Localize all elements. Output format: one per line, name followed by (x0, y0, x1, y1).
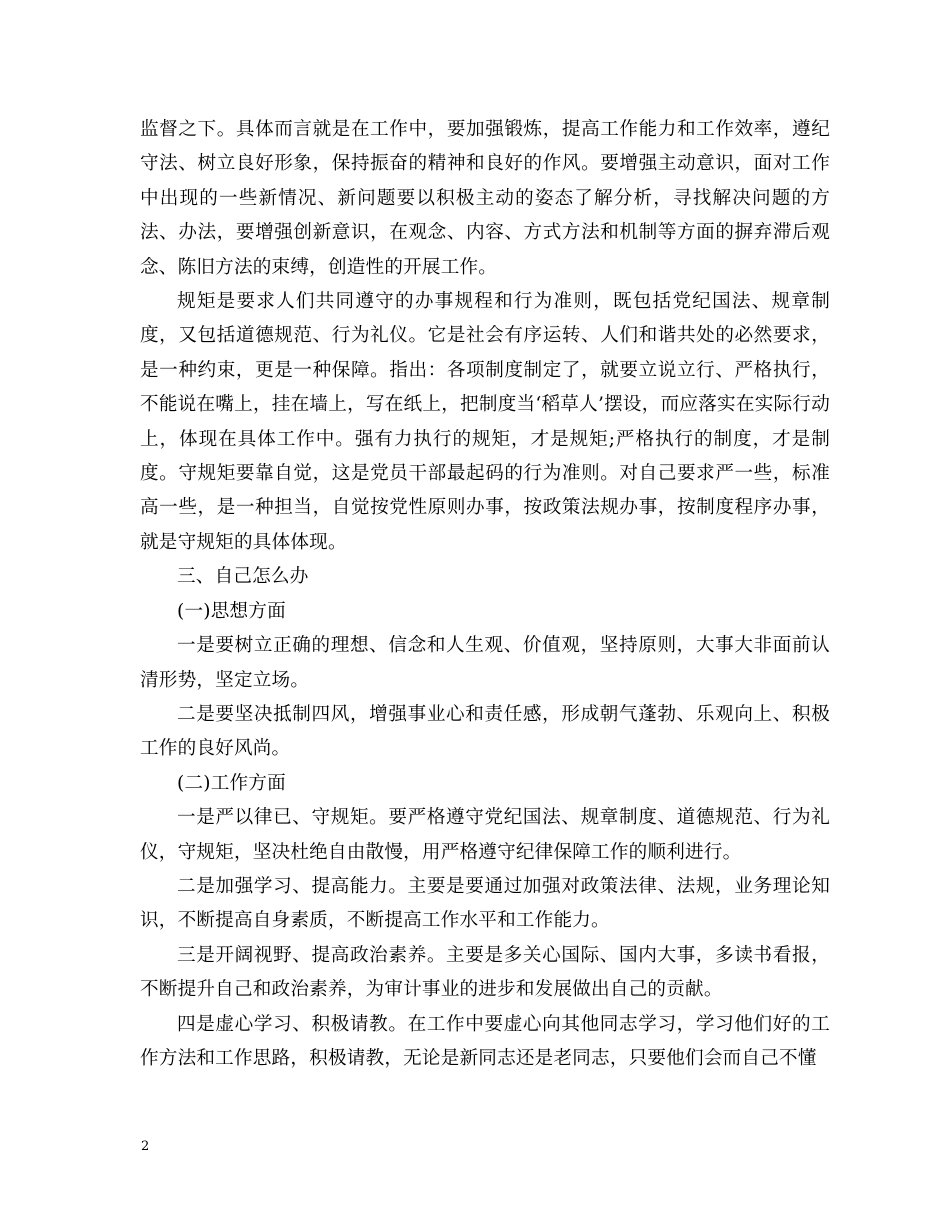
paragraph: 一是要树立正确的理想、信念和人生观、价值观，坚持原则，大事大非面前认清形势，坚定立场。 (140, 635, 830, 691)
paragraph: 二是要坚决抵制四风，增强事业心和责任感，形成朝气蓬勃、乐观向上、积极工作的良好风尚。 (140, 703, 830, 760)
paragraph: 一是严以律已、守规矩。要严格遵守党纪国法、规章制度、道德规范、行为礼仪，守规矩，坚决杜绝自由散慢，用严格遵守纪律保障工作的顺利进行。 (140, 807, 830, 863)
page-number: 2 (141, 1139, 150, 1154)
subsection-heading: (一)思想方面 (177, 600, 286, 622)
paragraph: 三是开阔视野、提高政治素养。主要是多关心国际、国内大事，多读书看报，不断提升自己和政治素养，为审计事业的进步和发展做出自己的贡献。 (140, 944, 830, 1001)
paragraph: 四是虚心学习、积极请教。在工作中要虚心向其他同志学习，学习他们好的工作方法和工作思路，积极请教，无论是新同志还是老同志，只要他们会而自己不懂 (140, 1013, 830, 1069)
subsection-heading: (二)工作方面 (177, 772, 286, 794)
section-heading: 三、自己怎么办 (177, 566, 309, 588)
paragraph: 二是加强学习、提高能力。主要是要通过加强对政策法律、法规，业务理论知识，不断提高自身素质，不断提高工作水平和工作能力。 (140, 875, 830, 932)
paragraph: 规矩是要求人们共同遵守的办事规程和行为准则，既包括党纪国法、规章制度，又包括道德规范、行为礼仪。它是社会有序运转、人们和谐共处的必然要求，是一种约束，更是一种保障。指出：各项制度制定了，就要立说立行、严格执行，不能说在嘴上，挂在墙上，写在纸上，把制度当‘稻草人’摆设，而应落实在实际行动上，体现在具体工作中。强有力执行的规矩，才是规矩;严格执行的制度，才是制度。守规矩要靠自觉，这是党员干部最起码的行为准则。对自己要求严一些，标准高一些，是一种担当，自觉按党性原则办事，按政策法规办事，按制度程序办事，就是守规矩的具体体现。 (140, 291, 830, 553)
document-body (140, 113, 830, 1076)
paragraph: 监督之下。具体而言就是在工作中，要加强锻炼，提高工作能力和工作效率，遵纪守法、树立良好形象，保持振奋的精神和良好的作风。要增强主动意识，面对工作中出现的一些新情况、新问题要以积极主动的姿态了解分析，寻找解决问题的方法、办法，要增强创新意识，在观念、内容、方式方法和机制等方面的摒弃滞后观念、陈旧方法的束缚，创造性的开展工作。 (140, 119, 830, 278)
